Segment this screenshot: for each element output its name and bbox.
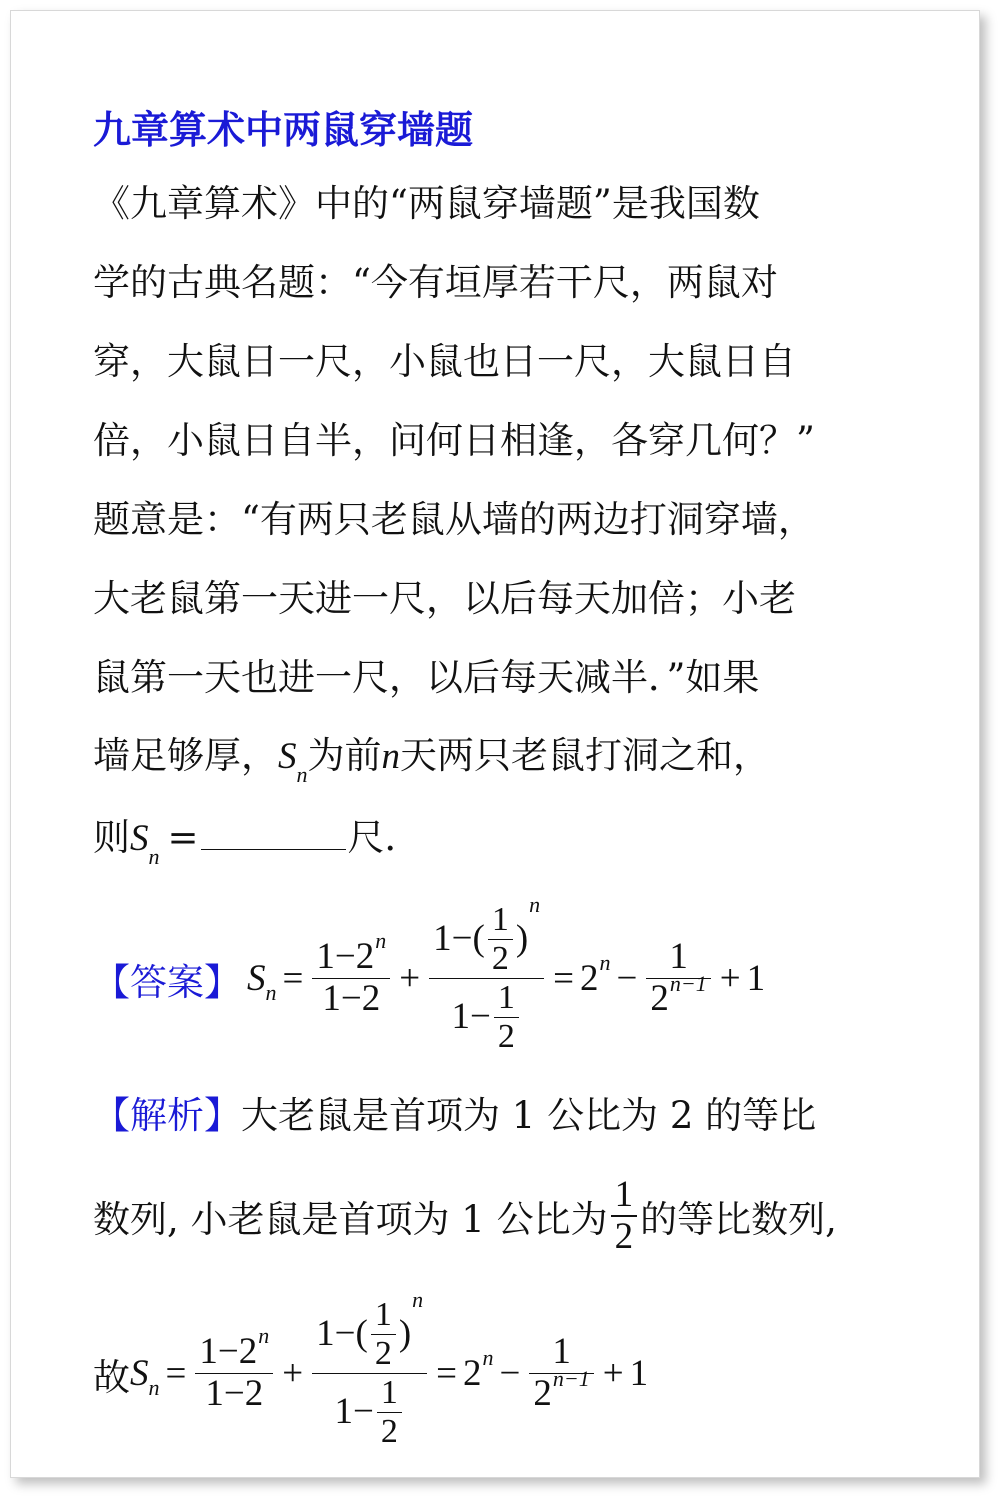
- math-minus: −: [469, 996, 491, 1038]
- math-plus: +: [399, 958, 421, 999]
- math-sub-n: n: [265, 979, 277, 1005]
- math-exp-n: n: [412, 1287, 424, 1313]
- math-one: 1: [669, 936, 688, 978]
- fraction-numerator: [195, 1323, 273, 1373]
- fraction-denominator: [447, 979, 525, 1055]
- fraction-denominator: [201, 1374, 267, 1415]
- math-two: 2: [463, 1353, 482, 1394]
- analysis-formula: [93, 1286, 648, 1461]
- math-one: 1: [629, 1353, 649, 1394]
- math-eq: =: [165, 1353, 187, 1394]
- problem-line-3: 穿，大鼠日一尺，小鼠也日一尺，大鼠日自: [93, 340, 796, 383]
- math-exp-n-minus-1: n−1: [552, 1365, 590, 1391]
- math-minus: −: [217, 1331, 239, 1373]
- math-two: 2: [374, 1335, 392, 1373]
- math-plus: +: [719, 958, 741, 999]
- fraction-3: [529, 1332, 593, 1415]
- math-one: 1: [334, 1391, 353, 1433]
- math-one: 1: [614, 1173, 634, 1215]
- math-var-n: n: [381, 736, 400, 777]
- math-eq: =: [282, 958, 304, 999]
- fraction-numerator: [312, 928, 390, 978]
- math-sub-n: n: [148, 1374, 160, 1400]
- math-exp-n-minus-1: n−1: [669, 970, 707, 996]
- math-one: 1: [433, 918, 452, 960]
- math-minus: −: [499, 1353, 521, 1394]
- math-two: 2: [650, 978, 669, 1020]
- fraction-half: [371, 1296, 396, 1372]
- math-two: 2: [238, 1331, 258, 1373]
- math-one: 1: [316, 936, 335, 978]
- math-paren: ): [398, 1313, 412, 1355]
- fraction-half: [377, 1374, 402, 1450]
- fraction-numerator: [312, 1287, 427, 1373]
- text-segment: 为前: [307, 734, 382, 777]
- math-var-S: S: [247, 958, 266, 999]
- fraction-numerator: [429, 892, 544, 978]
- math-one: 1: [746, 958, 766, 999]
- math-minus: −: [334, 1313, 356, 1355]
- math-sub-n: n: [148, 844, 160, 869]
- analysis-label: 【解析】: [93, 1094, 241, 1137]
- page-title: 九章算术中两鼠穿墙题: [93, 108, 474, 152]
- answer-formula: [93, 891, 765, 1066]
- text-segment: 墙足够厚，: [93, 734, 278, 777]
- math-eq: =: [167, 816, 199, 859]
- math-exp-n: n: [375, 928, 387, 954]
- math-two: 2: [361, 978, 381, 1020]
- math-two: 2: [533, 1373, 552, 1415]
- math-exp-n: n: [482, 1344, 494, 1370]
- math-minus: −: [223, 1373, 245, 1415]
- math-var-S: S: [130, 818, 149, 859]
- text-segment: 的等比数列,: [640, 1198, 837, 1241]
- math-one: 1: [199, 1331, 218, 1373]
- fraction-1: [195, 1323, 273, 1415]
- math-var-S: S: [130, 1353, 149, 1394]
- math-one: 1: [552, 1331, 571, 1373]
- math-one: 1: [322, 978, 341, 1020]
- fraction-denominator: [318, 979, 384, 1020]
- fraction-denominator: [646, 970, 710, 1020]
- text-segment: 故: [93, 1355, 130, 1399]
- math-two: 2: [380, 1413, 398, 1451]
- math-two: 2: [355, 936, 375, 978]
- math-eq: =: [436, 1353, 458, 1394]
- math-paren: (: [472, 918, 485, 960]
- math-exp-n: n: [529, 892, 541, 918]
- problem-line-7: 鼠第一天也进一尺，以后每天减半．”如果: [93, 656, 760, 699]
- fraction-half: [494, 979, 519, 1055]
- fraction-denominator: [330, 1374, 408, 1450]
- math-eq: =: [553, 958, 575, 999]
- problem-line-9: [93, 815, 422, 869]
- math-one: 1: [316, 1313, 335, 1355]
- math-paren: (: [355, 1313, 368, 1355]
- problem-line-2: 学的古典名题：“今有垣厚若干尺，两鼠对: [93, 261, 778, 304]
- answer-label: 【答案】: [93, 960, 241, 1004]
- fraction-2: [429, 892, 544, 1056]
- text-segment: 尺．: [347, 816, 422, 859]
- math-two: 2: [497, 1018, 515, 1056]
- math-var-S: S: [278, 736, 297, 777]
- fraction-2: [312, 1287, 427, 1451]
- math-minus: −: [334, 936, 356, 978]
- math-one: 1: [374, 1296, 392, 1334]
- math-minus: −: [352, 1391, 374, 1433]
- text-segment: 天两只老鼠打洞之和，: [400, 734, 770, 777]
- text-segment: 则: [93, 816, 130, 859]
- math-paren: ): [515, 918, 529, 960]
- math-sub-n: n: [296, 762, 308, 787]
- math-exp-n: n: [258, 1323, 270, 1349]
- problem-line-1: 《九章算术》中的“两鼠穿墙题”是我国数: [93, 182, 760, 225]
- math-one: 1: [205, 1373, 224, 1415]
- math-two: 2: [244, 1373, 264, 1415]
- analysis-line-1: [93, 1093, 816, 1139]
- analysis-line-2: [93, 1171, 837, 1261]
- math-exp-n: n: [599, 949, 611, 975]
- problem-line-4: 倍，小鼠日自半，问何日相逢，各穿几何？”: [93, 419, 815, 462]
- document-page: [10, 10, 980, 1478]
- text-segment: 大老鼠是首项为 1 公比为 2 的等比: [241, 1094, 817, 1137]
- math-minus: −: [616, 958, 638, 999]
- math-plus: +: [282, 1353, 304, 1394]
- fraction-denominator: [529, 1365, 593, 1415]
- problem-line-6: 大老鼠第一天进一尺，以后每天加倍；小老: [93, 577, 796, 620]
- math-plus: +: [602, 1353, 624, 1394]
- math-one: 1: [497, 979, 515, 1017]
- math-one: 1: [451, 996, 470, 1038]
- math-minus: −: [340, 978, 362, 1020]
- math-two: 2: [491, 940, 509, 978]
- math-two: 2: [614, 1215, 634, 1257]
- math-two: 2: [580, 958, 599, 999]
- math-one: 1: [380, 1374, 398, 1412]
- fraction-1: [312, 928, 390, 1020]
- math-one: 1: [491, 901, 509, 939]
- text-segment: 数列, 小老鼠是首项为 1 公比为: [93, 1198, 608, 1241]
- fraction-3: [646, 937, 710, 1020]
- problem-line-5: 题意是：“有两只老鼠从墙的两边打洞穿墙，: [93, 498, 815, 541]
- fraction-half: [611, 1175, 638, 1258]
- problem-line-8: [93, 733, 770, 787]
- fraction-half: [488, 901, 513, 977]
- answer-blank: [201, 819, 346, 850]
- math-minus: −: [451, 918, 473, 960]
